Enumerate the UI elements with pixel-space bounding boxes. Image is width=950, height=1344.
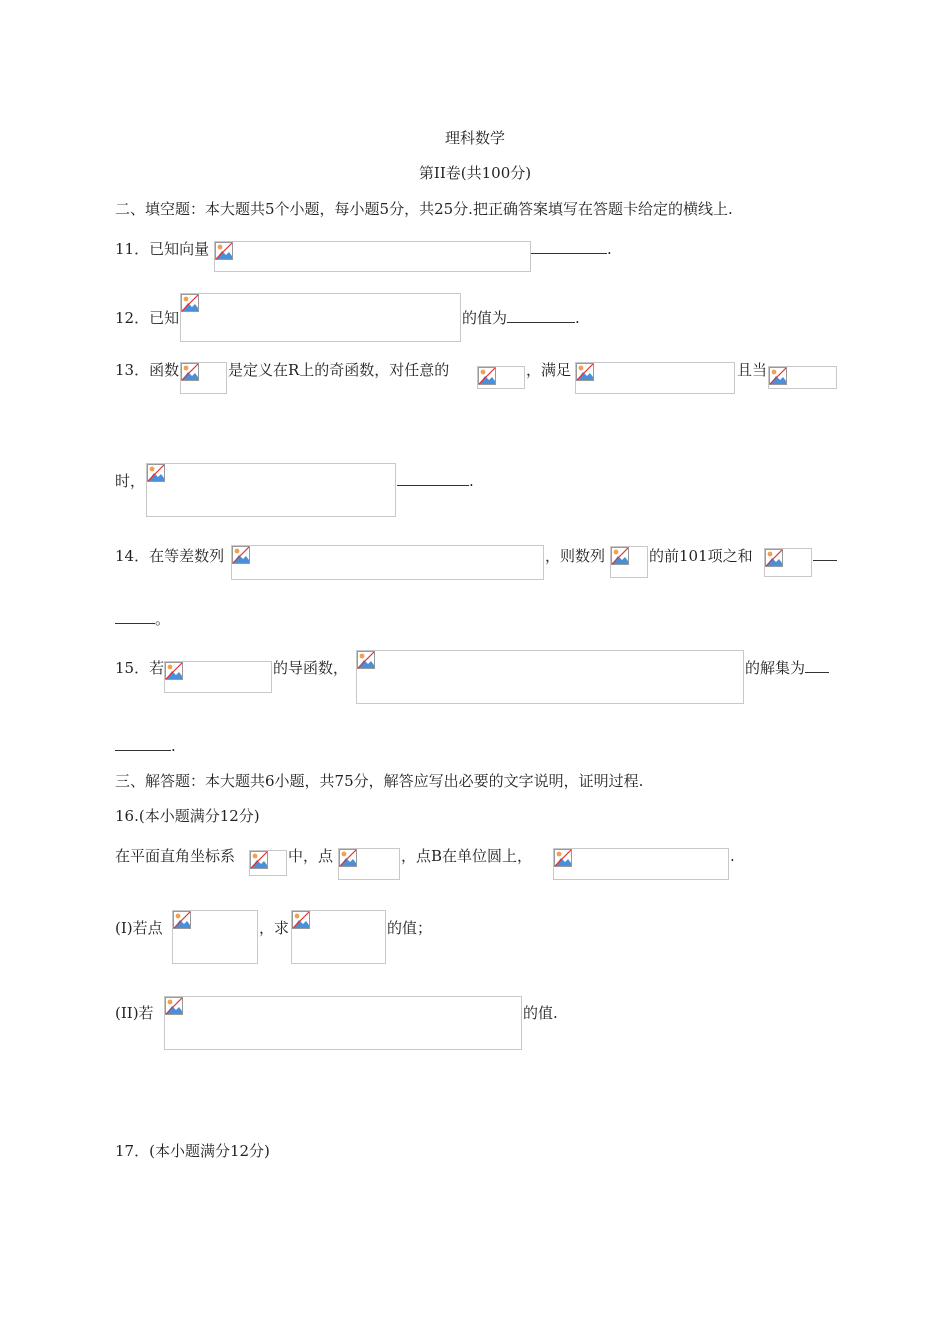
answer-blank — [397, 471, 469, 486]
q16-part1-point-image — [172, 910, 258, 964]
broken-image-icon — [147, 464, 165, 482]
q13-interval-image — [768, 366, 837, 389]
question-14-line2-suffix: 。 — [155, 610, 171, 628]
question-17-title: 17．(本小题满分12分) — [115, 1142, 270, 1160]
question-14-text1: ，则数列 — [545, 547, 606, 565]
q16-coordinate-system-image — [249, 850, 287, 876]
question-16-part2-suffix: 的值. — [523, 1004, 558, 1022]
question-13-suffix: . — [469, 472, 474, 490]
question-15-line2-suffix: . — [171, 737, 176, 755]
question-11-suffix: . — [607, 240, 612, 258]
broken-image-icon — [165, 997, 183, 1015]
q14-series-image — [610, 546, 648, 578]
question-16-title: 16.(本小题满分12分) — [115, 807, 260, 825]
question-14-prefix: 14．在等差数列 — [115, 547, 225, 565]
question-14-text2: 的前101项之和 — [649, 547, 753, 565]
q14-sum-image — [764, 548, 812, 577]
broken-image-icon — [173, 911, 191, 929]
section-3-heading: 三、解答题：本大题共6小题，共75分，解答应写出必要的文字说明，证明过程. — [115, 772, 644, 790]
broken-image-icon — [181, 363, 199, 381]
answer-blank — [115, 609, 155, 624]
answer-blank — [531, 239, 607, 254]
answer-blank — [507, 308, 575, 323]
answer-blank — [813, 546, 837, 561]
broken-image-icon — [339, 849, 357, 867]
question-16-part1-prefix: (I)若点 — [115, 919, 163, 937]
question-12-middle: 的值为 — [462, 309, 508, 327]
broken-image-icon — [250, 851, 268, 869]
q11-formula-image — [214, 241, 531, 272]
q16-condition-image — [553, 848, 729, 880]
q15-function-image — [164, 661, 272, 693]
question-12-prefix: 12．已知 — [115, 309, 180, 327]
q16-part1-expression-image — [291, 910, 386, 964]
q13-function-image — [180, 362, 227, 394]
broken-image-icon — [165, 662, 183, 680]
question-16-intro-prefix: 在平面直角坐标系 — [115, 847, 236, 865]
q13-condition-image — [575, 362, 735, 394]
answer-blank — [115, 736, 171, 751]
question-13-text2: ，满足 — [526, 361, 572, 379]
broken-image-icon — [232, 546, 250, 564]
broken-image-icon — [576, 363, 594, 381]
q16-part2-condition-image — [164, 996, 522, 1050]
section-2-heading: 二、填空题：本大题共5个小题，每小题5分，共25分.把正确答案填写在答题卡给定的横线上. — [115, 200, 733, 218]
broken-image-icon — [765, 549, 783, 567]
broken-image-icon — [292, 911, 310, 929]
question-13-line2-prefix: 时， — [115, 472, 146, 490]
question-16-intro-text1: 中，点 — [288, 847, 334, 865]
page-subtitle: 第II卷(共100分) — [418, 164, 532, 182]
q12-formula-image — [180, 293, 461, 342]
question-11-prefix: 11．已知向量 — [115, 240, 210, 258]
question-15-prefix: 15．若 — [115, 659, 165, 677]
question-15-text2: 的解集为 — [745, 659, 806, 677]
q13-expression-image — [146, 463, 396, 517]
q16-point-a-image — [338, 848, 400, 880]
question-13-text1: 是定义在R上的奇函数，对任意的 — [228, 361, 450, 379]
question-13-prefix: 13．函数 — [115, 361, 180, 379]
question-16-intro-text2: ，点B在单位圆上， — [401, 847, 533, 865]
question-13-text3: 且当 — [737, 361, 768, 379]
broken-image-icon — [181, 294, 199, 312]
answer-blank — [805, 658, 829, 673]
broken-image-icon — [215, 242, 233, 260]
broken-image-icon — [357, 651, 375, 669]
broken-image-icon — [554, 849, 572, 867]
q15-inequality-image — [356, 650, 744, 704]
broken-image-icon — [611, 547, 629, 565]
question-12-suffix: . — [575, 309, 580, 327]
page-title: 理科数学 — [444, 129, 505, 147]
broken-image-icon — [769, 367, 787, 385]
question-15-text1: 的导函数， — [273, 659, 349, 677]
question-16-intro-suffix: . — [730, 847, 735, 865]
question-16-part2-prefix: (II)若 — [115, 1004, 154, 1022]
broken-image-icon — [478, 367, 496, 385]
question-16-part1-suffix: 的值； — [387, 919, 433, 937]
q14-sequence-image — [231, 545, 544, 580]
q13-variable-image — [477, 366, 525, 389]
question-16-part1-text1: ，求 — [259, 919, 290, 937]
